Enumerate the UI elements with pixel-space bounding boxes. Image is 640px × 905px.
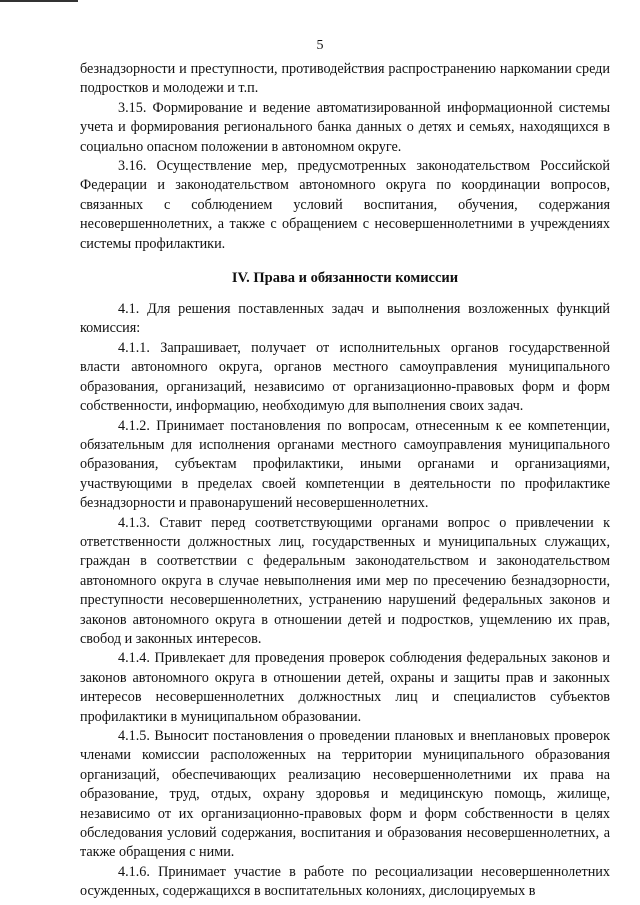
paragraph-4-1-4: 4.1.4. Привлекает для проведения проверок соблюдения федеральных законов и законов автономного округа в отношении детей, охраны и защиты прав и законных интересов несовершеннолетних должностных лиц и специалистов субъектов профилактики в муниципальном образовании. (80, 650, 610, 725)
paragraph-3-15: 3.15. Формирование и ведение автоматизированной информационной системы учета и формирования регионального банка данных о детях и семьях, находящихся в социально опасном положении в автономном округе. (80, 99, 610, 155)
paragraph-4-1-2: 4.1.2. Принимает постановления по вопросам, отнесенным к ее компетенции, обязательным для исполнения органами местного самоуправления муниципального образования, субъектам профилактики, иными органами и организациями, участвующими в пределах своей компетенции в деятельности по профилактике безнадзорности и правонарушений несовершеннолетних. (80, 417, 610, 512)
header-rule (0, 0, 78, 2)
section-heading: IV. Права и обязанности комиссии (231, 270, 459, 287)
paragraph-4-1-5: 4.1.5. Выносит постановления о проведении плановых и внеплановых проверок членами комиссии расположенных на территории муниципального образования организаций, обеспечивающих реализацию несовершеннолетними их права на образование, труд, отдых, охрану здоровья и медицинскую помощь, жилище, независимо от их организационно-правовых форм и форм собственности в целях обследования условий содержания, воспитания и образования несовершеннолетних, а также обращения с ними. (80, 728, 610, 861)
paragraph-4-1-1: 4.1.1. Запрашивает, получает от исполнительных органов государственной власти автономного округа, органов местного самоуправления муниципального образования, организаций, независимо от организационно-правовых форм и форм собственности, информацию, необходимую для выполнения своих задач. (80, 339, 610, 415)
paragraph-4-1: 4.1. Для решения поставленных задач и выполнения возложенных функций комиссия: (80, 301, 610, 337)
paragraph-3-16: 3.16. Осуществление мер, предусмотренных законодательством Российской Федерации и законодательством автономного округа по координации вопросов, связанных с соблюдением условий воспитания, обучения, содержания несовершеннолетних, а также с обращением с несовершеннолетними в учреждениях системы профилактики. (80, 158, 610, 252)
document-body (80, 60, 610, 902)
paragraph-4-1-6: 4.1.6. Принимает участие в работе по ресоциализации несовершеннолетних осужденных, содержащихся в воспитательных колониях, дислоцируемых в (80, 863, 610, 900)
page-number: 5 (316, 38, 324, 53)
paragraph-4-1-3: 4.1.3. Ставит перед соответствующими органами вопрос о привлечении к ответственности должностных лиц, государственных и муниципальных служащих, граждан в соответствии с федеральным законодательством и законодательством автономного округа в случае невыполнения ими мер по пресечению безнадзорности, преступности несовершеннолетних, устранению нарушений федеральных законов и законов автономного округа в отношении детей и подростков, ущемлению их прав, свобод и законных интересов. (80, 514, 610, 647)
paragraph-continuation: безнадзорности и преступности, противодействия распространению наркомании среди подростков и молодежи и т.п. (80, 61, 610, 97)
